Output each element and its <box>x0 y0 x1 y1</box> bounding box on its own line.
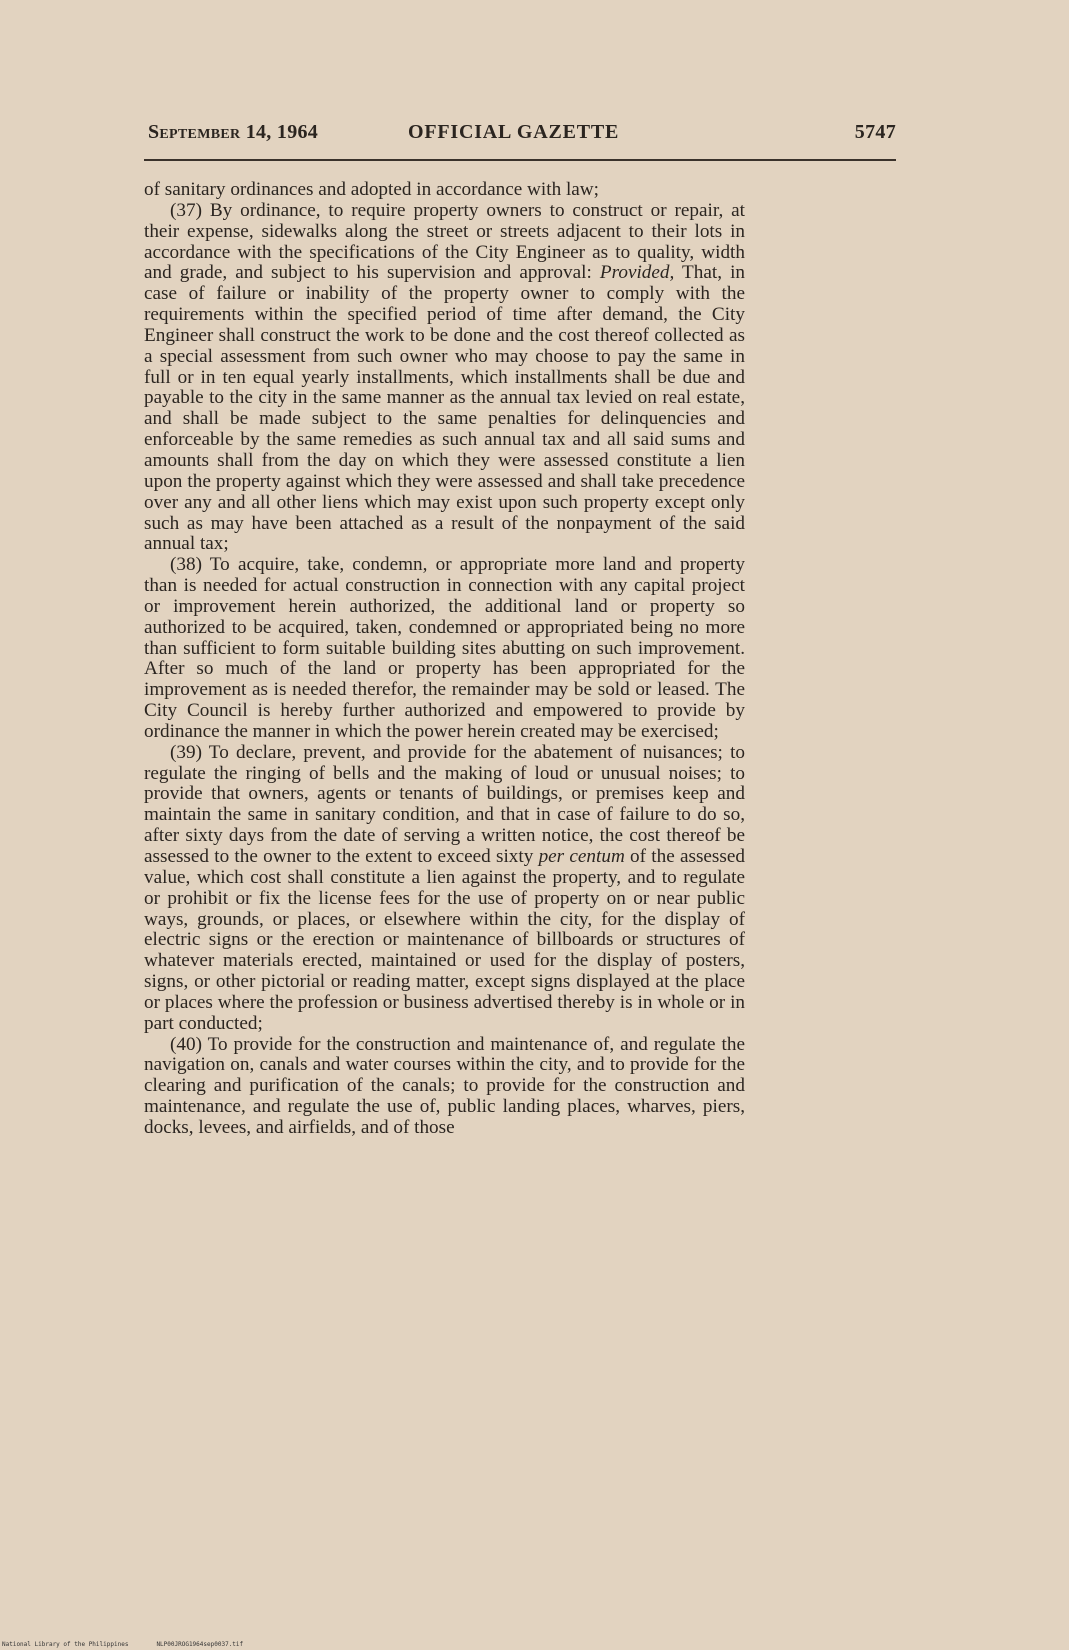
running-header <box>148 121 896 147</box>
footer-library: National Library of the Philippines <box>2 1641 129 1648</box>
header-rule <box>144 159 896 161</box>
paragraph-37-text: (37) By ordinance, to require property owners to construct or repair, at their expense, sidewalks along the street or streets adjacent to their lots in accordance with the specifications of the City Engineer as to quality, width and grade, and subject to his supervision and approval: <box>144 199 745 284</box>
publication-title: OFFICIAL GAZETTE <box>408 121 620 143</box>
paragraph-40: (40) To provide for the construction and maintenance of, and regulate the navigation on, canals and water courses within the city, and to provide for the clearing and purification of the canals; to provide for the construction and maintenance, and regulate the use of, public landing places, wharves, piers, docks, levees, and airfields, and of those <box>144 1033 745 1138</box>
paragraph-38: (38) To acquire, take, condemn, or appropriate more land and property than is needed for actual construction in connection with any capital project or improvement herein authorized, the additional land or property so authorized to be acquired, taken, condemned or appropriated being no more than sufficient to form suitable building sites abutting on such improvement. After so much of the land or property has been appropriated for the improvement as is needed therefor, the remainder may be sold or leased. The City Council is hereby further authorized and empowered to provide by ordinance the manner in which the power herein created may be exercised; <box>144 554 745 742</box>
paragraph-37-proviso: That, in case of failure or inability of the property owner to comply with the requirements within the specified period of time after demand, the City Engineer shall construct the work to be done and the cost thereof collected as a special assessment from such owner who may choose to pay the same in full or in ten equal yearly installments, which installments shall be due and payable to the city in the same manner as the annual tax levied on real estate, and shall be made subject to the same penalties for delinquencies and enforceable by the same remedies as such annual tax and all said sums and amounts shall from the day on which they were assessed constitute a lien upon the property against which they were assessed and shall take precedence over any and all other liens which may exist upon such property except only such as may have been attached as a result of the nonpayment of the said annual tax; <box>144 262 746 555</box>
body-text <box>144 180 745 1139</box>
paragraph-39-text-b: of the assessed value, which cost shall constitute a lien against the property, and to regulate or prohibit or fix the license fees for the use of property on or near public ways, grounds, or places, or elsewhere within the city, for the display of electric signs or the erection or maintenance of billboards or structures of whatever materials erected, maintained or used for the display of posters, signs, or other pictorial or reading matter, except signs displayed at the place or places where the profession or business advertised thereby is in whole or in part conducted; <box>144 846 745 1034</box>
paragraph-37 <box>144 201 745 555</box>
per-centum-italic: per centum <box>538 846 625 867</box>
paragraph-39-text-a: (39) To declare, prevent, and provide for the abatement of nuisances; to regulate the ringing of bells and the making of loud or unusual noises; to provide that owners, agents or tenants of buildings, or premises keep and maintain the same in sanitary condition, and that in case of failure to do so, after sixty days from the date of serving a written notice, the cost thereof be assessed to the owner to the extent to exceed sixty <box>144 741 745 867</box>
paragraph-39 <box>144 743 745 1035</box>
provided-italic: Provided, <box>599 262 675 284</box>
footer-file: NLP00JROG1964sep0037.tif <box>156 1641 244 1648</box>
page-number: 5747 <box>854 121 896 143</box>
scan-footer <box>2 1641 271 1648</box>
header-date: September 14, 1964 <box>148 121 319 143</box>
continuation-paragraph: of sanitary ordinances and adopted in accordance with law; <box>144 179 599 200</box>
